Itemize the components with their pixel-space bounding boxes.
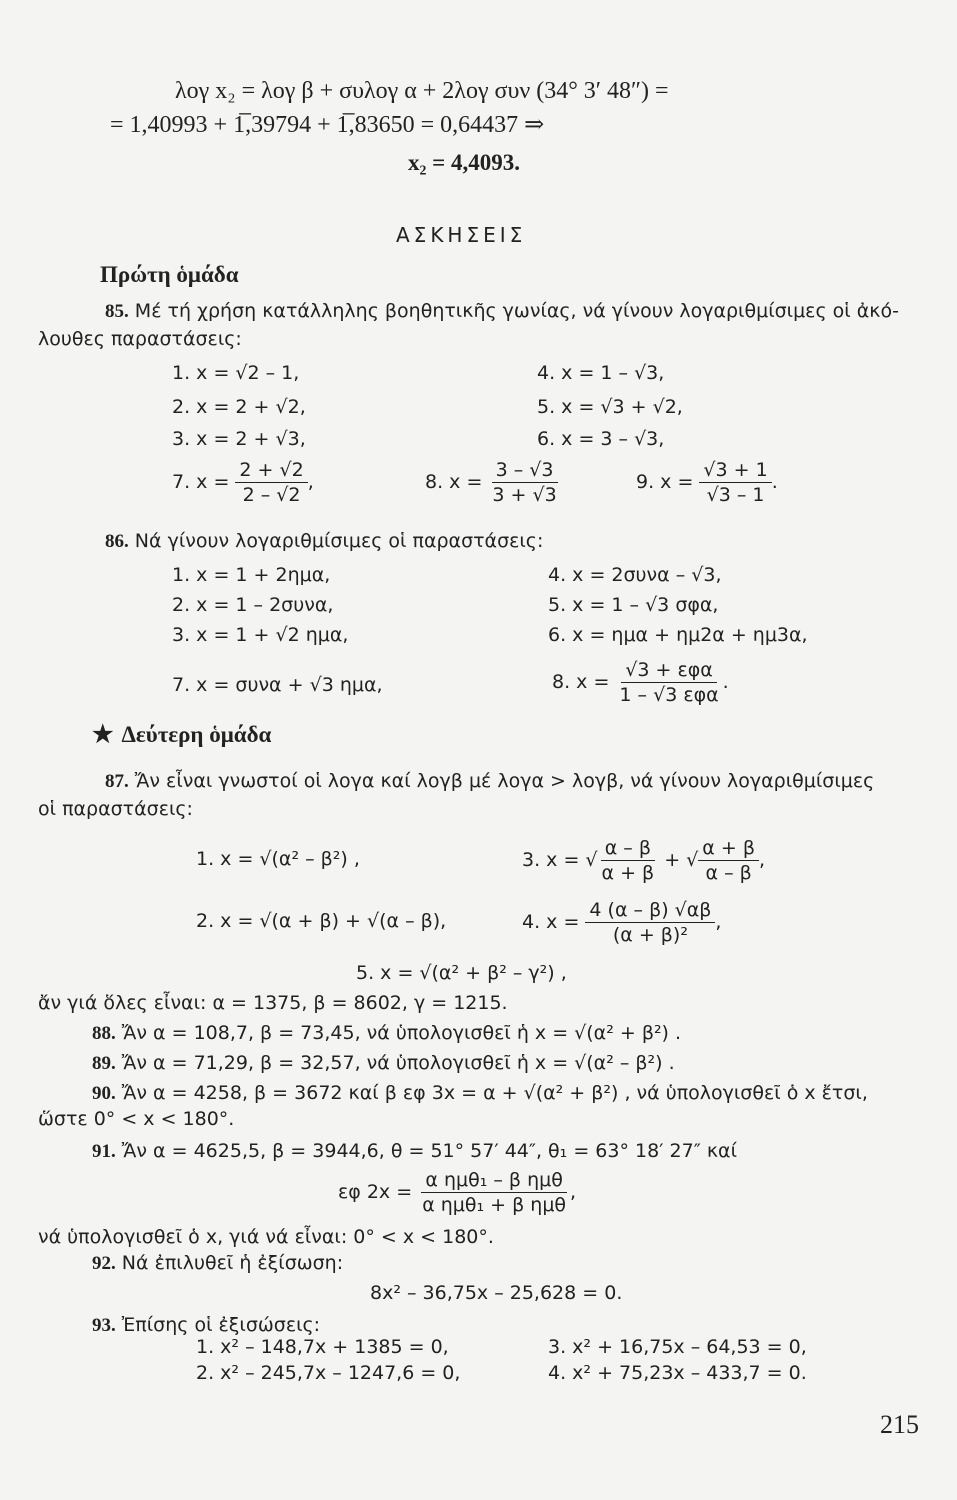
exercise-91	[92, 1138, 737, 1165]
ex85-item-9-fraction	[699, 458, 771, 507]
ex85-item-8-fraction	[488, 458, 560, 507]
ex85-item-8-numerator: 3 – √3	[492, 458, 558, 483]
exercise-86-statement: Νά γίνουν λογαριθμίσιμες οἱ παραστάσεις:	[134, 530, 544, 552]
exercise-93-text: Ἐπίσης οἱ ἐξισώσεις:	[121, 1314, 321, 1336]
ex86-item-3: 3. x = 1 + √2 ημα,	[172, 624, 349, 646]
ex85-item-3: 3. x = 2 + √3,	[172, 428, 306, 450]
ex85-item-9-denominator: √3 – 1	[706, 484, 765, 506]
exercise-85-text	[105, 298, 899, 325]
exercise-90-line-2: ὥστε 0° < x < 180°.	[38, 1108, 235, 1130]
exercise-89-number: 89.	[92, 1053, 116, 1074]
exercise-87-text	[105, 768, 874, 795]
ex87-item-3-fraction-2	[698, 836, 759, 885]
ex85-item-7-tail: ,	[307, 471, 314, 493]
ex87-item-5: 5. x = √(α² + β² – γ²) ,	[356, 962, 567, 984]
ex86-item-8	[552, 658, 729, 707]
ex85-item-9	[636, 458, 778, 507]
ex93-item-4: 4. x² + 75,23x – 433,7 = 0.	[548, 1362, 807, 1384]
ex87-item-3	[522, 836, 765, 885]
ex85-item-7	[172, 458, 314, 507]
ex86-item-5: 5. x = 1 – √3 σφα,	[548, 594, 719, 616]
exercise-87-number: 87.	[105, 771, 129, 792]
exercise-92	[92, 1250, 343, 1277]
exercise-90	[92, 1080, 868, 1107]
exercise-88-number: 88.	[92, 1023, 116, 1044]
ex85-item-9-tail: .	[771, 471, 778, 493]
exercise-91-line-1: Ἄν α = 4625,5, β = 3944,6, θ = 51° 57′ 44″, θ₁ = 63° 18′ 27″ καί	[121, 1140, 738, 1162]
star-icon: ★	[92, 722, 114, 748]
ex93-item-2: 2. x² – 245,7x – 1247,6 = 0,	[196, 1362, 461, 1384]
ex86-item-8-tail: .	[722, 671, 729, 693]
ex87-item-3-tail: ,	[758, 849, 765, 871]
ex85-item-7-lead: 7. x =	[172, 471, 230, 493]
ex85-item-7-numerator: 2 + √2	[235, 458, 307, 483]
ex87-item-4-lead: 4. x =	[522, 911, 580, 933]
exercise-88	[92, 1020, 681, 1047]
ex85-item-4: 4. x = 1 – √3,	[537, 362, 665, 384]
ex85-item-2: 2. x = 2 + √2,	[172, 396, 306, 418]
page-number: 215	[880, 1410, 919, 1439]
ex87-item-3-f1-numerator: α – β	[601, 836, 655, 861]
ex87-item-3-f1-denominator: α + β	[601, 862, 655, 884]
ex87-item-4-numerator: 4 (α – β) √αβ	[585, 898, 715, 923]
ex87-item-4-tail: ,	[715, 911, 722, 933]
top-equation-line-2: = 1,40993 + 1̅,39794 + 1̅,83650 = 0,64437 ⇒	[110, 112, 545, 138]
exercise-91-equation	[338, 1168, 576, 1217]
exercise-87-line-1: Ἄν εἶναι γνωστοί οἱ λογα καί λογβ μέ λογα > λογβ, νά γίνουν λογαριθμίσιμες	[134, 770, 875, 792]
ex86-item-6: 6. x = ημα + ημ2α + ημ3α,	[548, 624, 808, 646]
group-2-heading: Δεύτερη ὁμάδα	[121, 722, 272, 747]
ex86-item-8-lead: 8. x =	[552, 671, 610, 693]
exercise-91-eq-tail: ,	[570, 1181, 577, 1203]
ex93-item-3: 3. x² + 16,75x – 64,53 = 0,	[548, 1336, 807, 1358]
ex87-item-4-denominator: (α + β)²	[612, 924, 688, 946]
ex93-item-1: 1. x² – 148,7x + 1385 = 0,	[196, 1336, 449, 1358]
ex85-item-8-denominator: 3 + √3	[492, 484, 557, 506]
exercise-91-numerator: α ημθ₁ – β ημθ	[421, 1168, 566, 1193]
exercise-92-equation: 8x² – 36,75x – 25,628 = 0.	[370, 1282, 623, 1304]
ex87-item-3-f2-denominator: α – β	[705, 862, 752, 884]
ex85-item-8-lead: 8. x =	[425, 471, 483, 493]
exercise-85-line-2: λουθες παραστάσεις:	[38, 328, 242, 350]
exercise-91-denominator: α ημθ₁ + β ημθ	[422, 1194, 567, 1216]
ex87-item-4-fraction	[585, 898, 715, 947]
ex86-item-8-numerator: √3 + εφα	[621, 658, 717, 683]
ex87-item-2: 2. x = √(α + β) + √(α – β),	[196, 910, 447, 932]
group-2-heading-row	[92, 722, 271, 748]
group-1-heading: Πρώτη ὁμάδα	[100, 262, 239, 287]
exercise-85-number: 85.	[105, 301, 129, 322]
exercise-85-line-1: Μέ τή χρήση κατάλληλης βοηθητικῆς γωνίας, νά γίνουν λογαριθμίσιμες οἱ ἀκό-	[134, 300, 899, 322]
exercise-93-number: 93.	[92, 1315, 116, 1336]
ex85-item-8	[425, 458, 561, 507]
ex87-item-3-fraction-1	[598, 836, 659, 885]
ex85-item-6: 6. x = 3 – √3,	[537, 428, 665, 450]
exercise-86-number: 86.	[105, 531, 129, 552]
ex86-item-7: 7. x = συνα + √3 ημα,	[172, 674, 383, 696]
exercise-91-line-2: νά ὑπολογισθεῖ ὁ x, γιά νά εἶναι: 0° < x < 180°.	[38, 1226, 494, 1248]
ex86-item-8-denominator: 1 – √3 εφα	[619, 684, 719, 706]
ex85-item-9-lead: 9. x =	[636, 471, 694, 493]
exercise-89	[92, 1050, 675, 1077]
ex86-item-8-fraction	[615, 658, 722, 707]
section-heading: ΑΣΚΗΣΕΙΣ	[396, 223, 527, 247]
top-equation-line-1: λογ x₂ = λογ β + συλογ α + 2λογ συν (34° 3′ 48″) =	[175, 78, 669, 104]
exercise-92-text: Νά ἐπιλυθεῖ ἡ ἐξίσωση:	[121, 1252, 344, 1274]
ex85-item-9-numerator: √3 + 1	[699, 458, 771, 483]
ex86-item-1: 1. x = 1 + 2ημα,	[172, 564, 331, 586]
exercise-90-line-1: Ἄν α = 4258, β = 3672 καί β εφ 3x = α + √(α² + β²) , νά ὑπολογισθεῖ ὁ x ἔτσι,	[121, 1082, 868, 1104]
ex85-item-7-denominator: 2 – √2	[242, 484, 301, 506]
ex87-values: ἄν γιά ὅλες εἶναι: α = 1375, β = 8602, γ = 1215.	[38, 992, 508, 1014]
ex87-item-3-plus: + √	[658, 849, 699, 871]
exercise-92-number: 92.	[92, 1253, 116, 1274]
ex87-item-1: 1. x = √(α² – β²) ,	[196, 848, 360, 870]
exercise-90-number: 90.	[92, 1083, 116, 1104]
ex85-item-7-fraction	[235, 458, 307, 507]
exercise-91-number: 91.	[92, 1141, 116, 1162]
exercise-91-eq-lead: εφ 2x =	[338, 1181, 413, 1203]
exercise-91-fraction	[418, 1168, 570, 1217]
ex87-item-4	[522, 898, 721, 947]
exercise-88-text: Ἄν α = 108,7, β = 73,45, νά ὑπολογισθεῖ ἡ x = √(α² + β²) .	[121, 1022, 682, 1044]
ex86-item-4: 4. x = 2συνα – √3,	[548, 564, 722, 586]
ex86-item-2: 2. x = 1 – 2συνα,	[172, 594, 334, 616]
ex85-item-1: 1. x = √2 – 1,	[172, 362, 300, 384]
exercise-89-text: Ἄν α = 71,29, β = 32,57, νά ὑπολογισθεῖ ἡ x = √(α² – β²) .	[121, 1052, 675, 1074]
ex87-item-3-lead: 3. x = √	[522, 849, 598, 871]
ex87-item-3-f2-numerator: α + β	[698, 836, 759, 861]
top-equation-result: x₂ = 4,4093.	[408, 150, 521, 175]
ex85-item-5: 5. x = √3 + √2,	[537, 396, 683, 418]
exercise-87-line-2: οἱ παραστάσεις:	[38, 798, 193, 820]
exercise-86-text	[105, 528, 543, 555]
